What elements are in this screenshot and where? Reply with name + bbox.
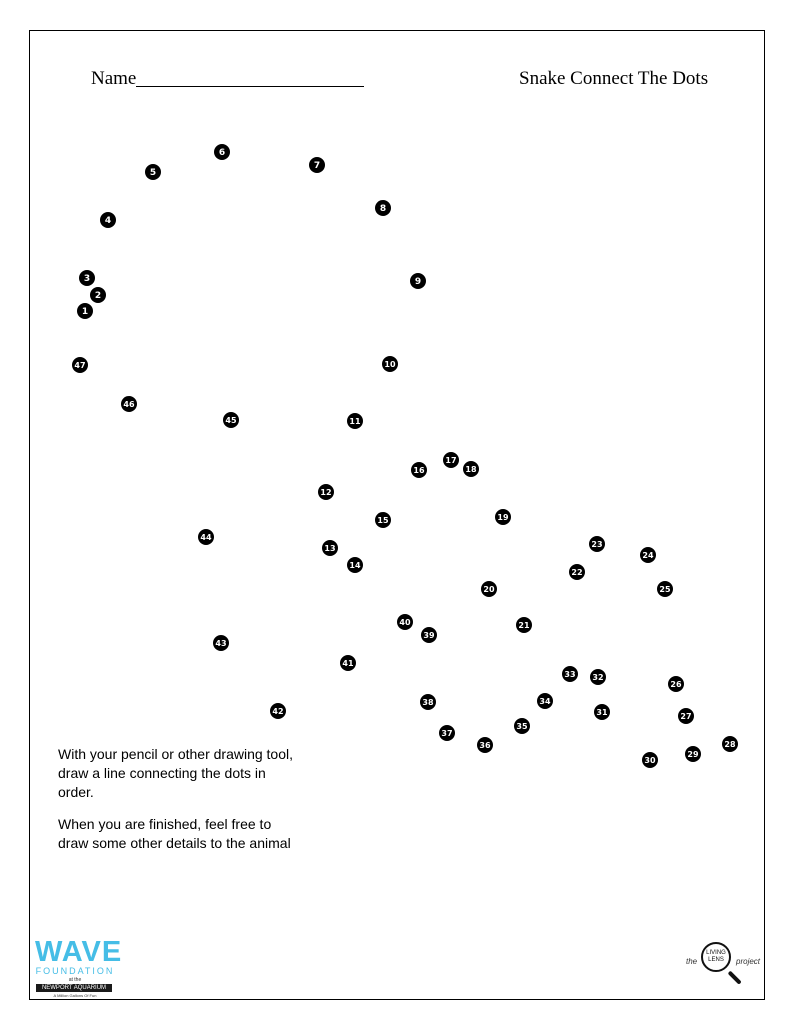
- dot-number: 20: [483, 585, 495, 594]
- dot-number: 22: [571, 568, 583, 577]
- dot-number: 27: [680, 712, 692, 721]
- dot-number: 23: [591, 540, 603, 549]
- dot-7: [309, 157, 325, 173]
- dot-14: [347, 557, 363, 573]
- dot-27: [678, 708, 694, 724]
- dot-number: 2: [94, 291, 102, 301]
- dot-22: [569, 564, 585, 580]
- dot-number: 11: [349, 417, 361, 426]
- dot-number: 5: [149, 168, 157, 178]
- dot-number: 35: [516, 722, 528, 731]
- dot-46: [121, 396, 137, 412]
- dot-43: [213, 635, 229, 651]
- dot-number: 24: [642, 551, 654, 560]
- dot-13: [322, 540, 338, 556]
- dot-15: [375, 512, 391, 528]
- wave-logo-aquarium-bar: NEWPORT AQUARIUM: [36, 984, 112, 992]
- dot-number: 18: [465, 465, 477, 474]
- lens-logo-the: the: [686, 957, 698, 966]
- dot-38: [420, 694, 436, 710]
- dot-44: [198, 529, 214, 545]
- dot-18: [463, 461, 479, 477]
- dot-number: 46: [123, 400, 135, 409]
- dot-33: [562, 666, 578, 682]
- dot-6: [214, 144, 230, 160]
- lens-logo-text: LIVING LENS: [706, 950, 726, 963]
- dot-26: [668, 676, 684, 692]
- dot-number: 26: [670, 680, 682, 689]
- dot-number: 44: [200, 533, 212, 542]
- dot-47: [72, 357, 88, 373]
- dot-16: [411, 462, 427, 478]
- wave-foundation-logo: [35, 936, 123, 999]
- dot-34: [537, 693, 553, 709]
- dot-4: [100, 212, 116, 228]
- dot-29: [685, 746, 701, 762]
- dot-number: 45: [225, 416, 237, 425]
- dot-number: 14: [349, 561, 361, 570]
- dot-2: [90, 287, 106, 303]
- instruction-details: When you are finished, feel free to draw some other details to the animal: [58, 816, 291, 851]
- dot-20: [481, 581, 497, 597]
- dot-number: 21: [518, 621, 530, 630]
- dot-23: [589, 536, 605, 552]
- dot-number: 39: [423, 631, 435, 640]
- dot-number: 29: [687, 750, 699, 759]
- dot-24: [640, 547, 656, 563]
- dot-9: [410, 273, 426, 289]
- dot-number: 38: [422, 698, 434, 707]
- dot-8: [375, 200, 391, 216]
- dot-number: 36: [479, 741, 491, 750]
- dot-number: 25: [659, 585, 671, 594]
- name-label: Name: [91, 68, 137, 89]
- dot-41: [340, 655, 356, 671]
- dot-12: [318, 484, 334, 500]
- dot-number: 42: [272, 707, 284, 716]
- wave-logo-tagline: A Million Gallons Of Fun: [53, 993, 97, 998]
- lens-logo-project: project: [736, 957, 761, 966]
- dot-3: [79, 270, 95, 286]
- dot-number: 47: [74, 361, 86, 370]
- dot-39: [421, 627, 437, 643]
- dot-number: 12: [320, 488, 332, 497]
- dot-number: 16: [413, 466, 425, 475]
- dot-1: [77, 303, 93, 319]
- dot-42: [270, 703, 286, 719]
- page-title: Snake Connect The Dots: [519, 68, 709, 89]
- dot-5: [145, 164, 161, 180]
- dot-number: 9: [414, 277, 422, 287]
- dot-19: [495, 509, 511, 525]
- dot-32: [590, 669, 606, 685]
- dot-number: 31: [596, 708, 608, 717]
- dot-10: [382, 356, 398, 372]
- wave-logo-at-the: at the: [68, 977, 82, 983]
- dot-number: 7: [313, 161, 321, 171]
- dot-number: 8: [379, 204, 387, 214]
- dot-number: 13: [324, 544, 336, 553]
- dot-number: 32: [592, 673, 604, 682]
- dot-number: 1: [81, 307, 89, 317]
- dot-17: [443, 452, 459, 468]
- dot-number: 28: [724, 740, 736, 749]
- dot-37: [439, 725, 455, 741]
- dot-45: [223, 412, 239, 428]
- dot-36: [477, 737, 493, 753]
- dot-number: 4: [104, 216, 112, 226]
- dot-35: [514, 718, 530, 734]
- dot-number: 41: [342, 659, 354, 668]
- dot-11: [347, 413, 363, 429]
- dot-40: [397, 614, 413, 630]
- wave-logo-foundation: FOUNDATION: [35, 966, 115, 976]
- dot-number: 43: [215, 639, 227, 648]
- dot-30: [642, 752, 658, 768]
- dot-number: 33: [564, 670, 576, 679]
- dot-number: 34: [539, 697, 551, 706]
- dot-21: [516, 617, 532, 633]
- dot-number: 19: [497, 513, 509, 522]
- dot-number: 37: [441, 729, 453, 738]
- dot-number: 30: [644, 756, 656, 765]
- dot-number: 10: [384, 360, 396, 369]
- instruction-connect: With your pencil or other drawing tool, draw a line connecting the dots in order.: [58, 746, 293, 800]
- dot-25: [657, 581, 673, 597]
- dot-number: 17: [445, 456, 457, 465]
- dot-number: 15: [377, 516, 389, 525]
- dot-number: 6: [218, 148, 226, 158]
- dot-number: 40: [399, 618, 411, 627]
- dot-number: 3: [83, 274, 91, 284]
- dot-28: [722, 736, 738, 752]
- living-lens-logo: [684, 938, 764, 998]
- wave-logo-title: WAVE: [35, 936, 123, 968]
- dot-31: [594, 704, 610, 720]
- magnifier-handle-icon: [728, 971, 742, 985]
